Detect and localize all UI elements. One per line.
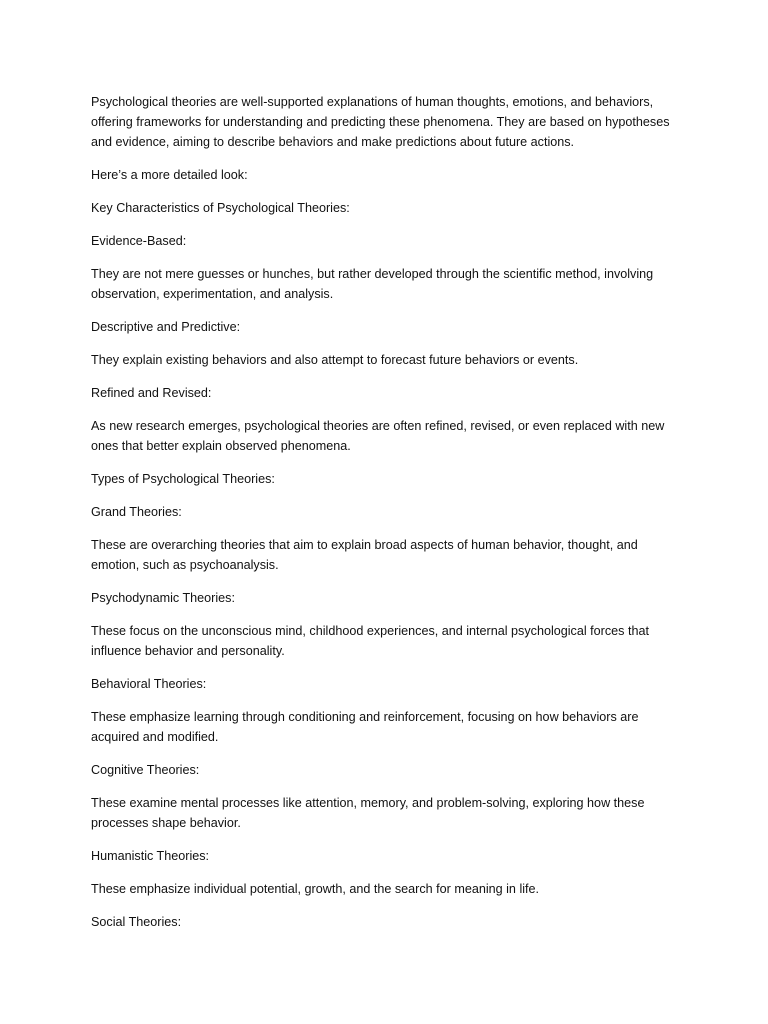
intro-paragraph: Psychological theories are well-supported explanations of human thoughts, emotions, and behaviors, offering frameworks for understanding and predicting these phenomena. They are based on hypotheses and evidence, aiming to describe behaviors and make predictions about future actions. <box>91 95 670 149</box>
refined-revised-heading: Refined and Revised: <box>91 386 212 400</box>
cognitive-paragraph: These examine mental processes like attention, memory, and problem-solving, exploring how these processes shape behavior. <box>91 796 645 830</box>
behavioral-heading: Behavioral Theories: <box>91 677 207 691</box>
key-characteristics-heading: Key Characteristics of Psychological Theories: <box>91 201 350 215</box>
grand-theories-paragraph: These are overarching theories that aim to explain broad aspects of human behavior, thought, and emotion, such as psychoanalysis. <box>91 538 638 572</box>
descriptive-predictive-heading: Descriptive and Predictive: <box>91 320 241 334</box>
detailed-look-line: Here’s a more detailed look: <box>91 168 248 182</box>
humanistic-paragraph: These emphasize individual potential, growth, and the search for meaning in life. <box>91 882 540 896</box>
psychodynamic-heading: Psychodynamic Theories: <box>91 591 235 605</box>
descriptive-predictive-paragraph: They explain existing behaviors and also attempt to forecast future behaviors or events. <box>91 353 579 367</box>
psychodynamic-paragraph: These focus on the unconscious mind, childhood experiences, and internal psychological forces that influence behavior and personality. <box>91 624 649 658</box>
humanistic-heading: Humanistic Theories: <box>91 849 210 863</box>
cognitive-heading: Cognitive Theories: <box>91 763 200 777</box>
document-body <box>91 92 681 945</box>
refined-revised-paragraph: As new research emerges, psychological theories are often refined, revised, or even replaced with new ones that better explain observed phenomena. <box>91 419 665 453</box>
evidence-based-paragraph: They are not mere guesses or hunches, but rather developed through the scientific method, involving observation, experimentation, and analysis. <box>91 267 654 301</box>
types-heading: Types of Psychological Theories: <box>91 472 275 486</box>
behavioral-paragraph: These emphasize learning through conditioning and reinforcement, focusing on how behaviors are acquired and modified. <box>91 710 639 744</box>
grand-theories-heading: Grand Theories: <box>91 505 182 519</box>
social-heading: Social Theories: <box>91 915 182 929</box>
evidence-based-heading: Evidence-Based: <box>91 234 187 248</box>
